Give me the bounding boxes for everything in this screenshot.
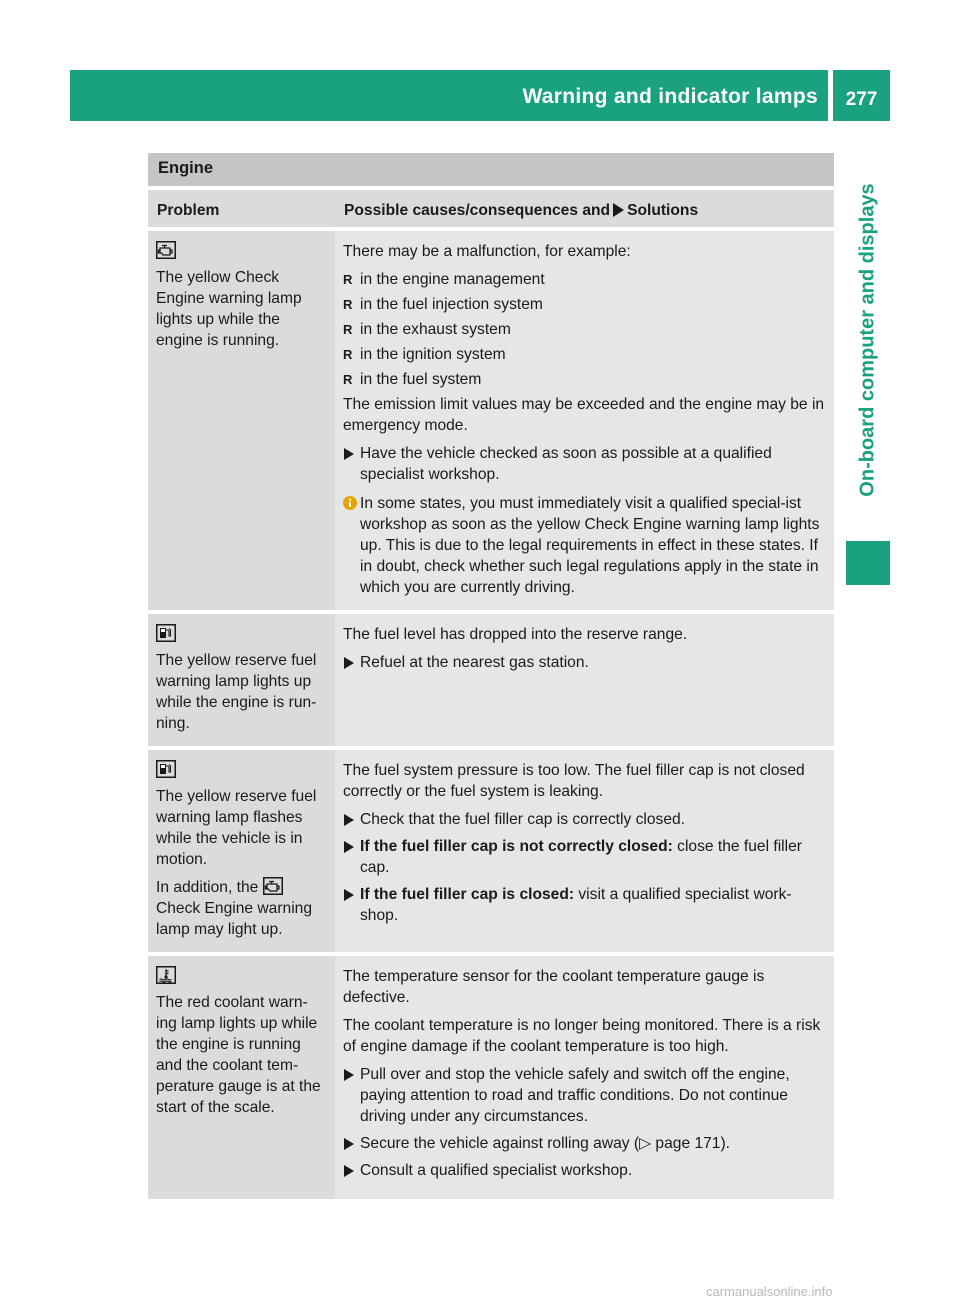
table-row [148,614,834,746]
problem-text-extra: In addition, the Check Engine warning lamp may light up. [156,879,313,938]
section-title: Warning and indicator lamps [522,85,818,108]
page-number: 277 [833,70,890,121]
arrow-icon [344,889,354,901]
coolant-temperature-icon [156,966,176,984]
problem-cell [148,956,335,1199]
solution-cell [335,750,834,952]
fuel-reserve-icon [156,624,176,642]
watermark: carmanualsonline.info [706,1284,833,1299]
arrow-icon [344,1069,354,1081]
bullet-icon: R [343,372,353,387]
table-row [148,231,834,610]
list-item: R in the engine management [343,271,545,288]
chapter-marker-block [846,541,890,585]
bullet-icon: R [343,322,353,337]
problem-cell [148,231,335,610]
info-icon [343,495,357,516]
cause-list [343,269,826,390]
header-solutions [335,190,834,227]
engine-table [148,153,834,1203]
arrow-icon [344,448,354,460]
check-engine-icon [263,877,283,895]
solution-cell [335,231,834,610]
check-engine-icon [156,241,176,259]
chapter-tab [846,134,890,547]
solution-cell [335,614,834,746]
info-note: In some states, you must immediately visit a qualified special-ist workshop as soon as the yellow Check Engine warning lamp lights up. This is due to the legal requirements in effect in these states. If in doubt, check whether such legal regulations apply in the state in which you are currently driving. [343,493,826,598]
problem-text: The yellow Check Engine warning lamp lights up while the engine is running. [156,269,302,349]
table-header-row [148,190,834,227]
action-step: Secure the vehicle against rolling away (▷ page 171). [343,1133,826,1154]
table-caption: Engine [148,153,834,186]
header-problem: Problem [148,190,335,227]
action-step: If the fuel filler cap is closed: visit a qualified specialist work-shop. [343,884,826,926]
solution-cell [335,956,834,1199]
problem-text: The yellow reserve fuel warning lamp flashes while the vehicle is in motion. [156,788,317,868]
problem-text: The yellow reserve fuel warning lamp lights up while the engine is run-ning. [156,652,317,732]
header-causes-label: Possible causes/consequences and [344,202,611,219]
solution-intro: There may be a malfunction, for example: [343,243,631,260]
header-solutions-label: Solutions [627,202,699,219]
action-step: Have the vehicle checked as soon as possible at a qualified specialist workshop. [343,443,826,485]
arrow-icon [344,657,354,669]
list-item: R in the fuel injection system [343,296,543,313]
chapter-tab-label: On-board computer and displays [856,183,879,497]
problem-cell [148,750,335,952]
arrow-icon [344,814,354,826]
action-step: Pull over and stop the vehicle safely and switch off the engine, paying attention to road and traffic conditions. Do not continue driving under any circumstances. [343,1064,826,1127]
header-band [70,70,828,121]
solution-text: The emission limit values may be exceeded and the engine may be in emergency mode. [343,396,825,434]
fuel-reserve-icon [156,760,176,778]
bullet-icon: R [343,347,353,362]
solution-text: The fuel level has dropped into the reserve range. [343,626,688,643]
arrow-icon [344,841,354,853]
table-row [148,956,834,1199]
arrow-icon [613,203,624,217]
action-step: Check that the fuel filler cap is correctly closed. [343,809,826,830]
solution-text: The temperature sensor for the coolant temperature gauge is defective. [343,968,765,1006]
action-step: Refuel at the nearest gas station. [343,652,826,673]
solution-text: The fuel system pressure is too low. The fuel filler cap is not closed correctly or the fuel system is leaking. [343,762,805,800]
list-item: R in the ignition system [343,346,506,363]
arrow-icon [344,1165,354,1177]
problem-cell [148,614,335,746]
list-item: R in the exhaust system [343,321,511,338]
problem-text: The red coolant warn-ing lamp lights up while the engine is running and the coolant tem-perature gauge is at the start of the scale. [156,994,321,1116]
list-item: R in the fuel system [343,371,482,388]
bullet-icon: R [343,272,353,287]
action-step: Consult a qualified specialist workshop. [343,1160,826,1181]
table-row [148,750,834,952]
solution-text: The coolant temperature is no longer being monitored. There is a risk of engine damage if the coolant temperature is too high. [343,1017,821,1055]
arrow-icon [344,1138,354,1150]
bullet-icon: R [343,297,353,312]
action-step: If the fuel filler cap is not correctly closed: close the fuel filler cap. [343,836,826,878]
